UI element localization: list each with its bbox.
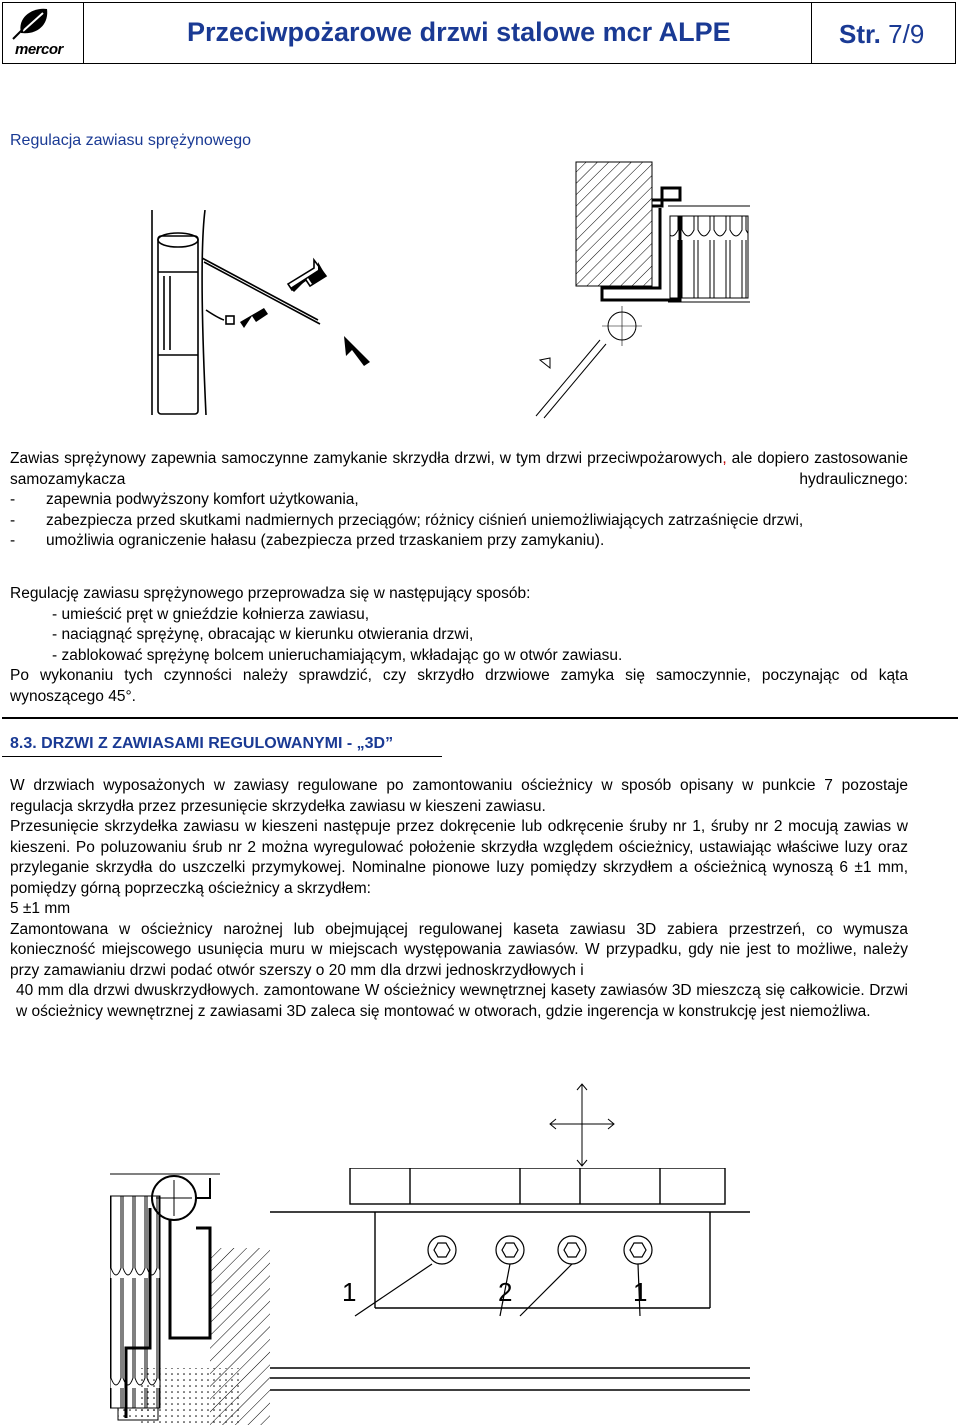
page-label: Str.: [839, 19, 881, 49]
intro-text-after: ale dopiero zastosowanie samozamykacza hydraulicznego:: [10, 450, 908, 488]
procedure-intro: Regulację zawiasu sprężynowego przeprowadza się w następujący sposób:: [10, 585, 531, 602]
screw-label-1b: 1: [633, 1277, 648, 1307]
page-number: 7/9: [888, 19, 925, 49]
paragraph: Przesunięcie skrzydełka zawiasu w kieszeni następuje przez dokręcenie lub odkręcenie śruby nr 1, śruby nr 2 mocują zawias w kieszeni. Po poluzowaniu śrub nr 2 można wyregulować położenie skrzydła względem ościeżnicy, ustawiając właściwe luzy oraz przyleganie skrzydła do uszczelki przymykowej. Nominalne pionowe luzy pomiędzy skrzydłem a ościeżnicą wynoszą 6 ±1 mm, pomiędzy górną poprzeczką ościeżnicy a skrzydłem:: [10, 818, 908, 897]
paragraph: W drzwiach wyposażonych w zawiasy regulowane po zamontowaniu ościeżnicy w sposób opisany w punkcie 7 pozostaje regulacja skrzydła przez przesunięcie skrzydełka zawiasu w kieszeni zawiasu.: [10, 777, 908, 815]
title-cell: [83, 3, 812, 63]
list-item: - zapewnia podwyższony komfort użytkowania,: [10, 491, 359, 508]
procedure-step: - umieścić pręt w gnieździe kołnierza zawiasu,: [52, 605, 370, 623]
procedure-closing: Po wykonaniu tych czynności należy sprawdzić, czy skrzydło drzwiowe zamyka się samoczynnie, poczynając od kąta wynoszącego 45°.: [10, 667, 908, 705]
logo: [3, 3, 84, 63]
page-indicator: [839, 19, 924, 50]
spring-hinge-figure: [140, 210, 390, 425]
section-divider: [2, 717, 958, 719]
paragraph: 40 mm dla drzwi dwuskrzydłowych. zamontowane W ościeżnicy wewnętrznej kasety zawiasów 3D mieszczą się całkowicie. Drzwi w ościeżnicy wewnętrznej z zawiasami 3D zaleca się montować w otworach, gdzie ingerencja w konstrukcję jest niemożliwa.: [16, 982, 908, 1020]
page-header: [2, 2, 956, 64]
section-3d-heading: 8.3. DRZWI Z ZAWIASAMI REGULOWANYMI - „3D”: [10, 735, 394, 752]
spring-benefits-list: [10, 490, 908, 552]
list-item: - zabezpiecza przed skutkami nadmiernych przeciągów; różnicy ciśnień uniemożliwiających zatrzaśnięcie drzwi,: [10, 511, 804, 529]
direction-arrows-icon: [548, 1080, 618, 1170]
hinge-3d-figure: [110, 1168, 760, 1425]
paragraph: Zamontowana w ościeżnicy narożnej lub obejmującej regulowanej kaseta zawiasu 3D zabiera przestrzeń, co wymusza konieczność miejscowego usunięcia muru w miejscach występowania zawiasów. W przypadku, gdy nie jest to możliwe, należy przy zamawianiu drzwi podać otwór szerszy o 20 mm dla drzwi jednoskrzydłowych i: [10, 920, 908, 979]
heading-underline: [2, 756, 442, 757]
logo-text: mercor: [15, 41, 63, 58]
list-item: - umożliwia ograniczenie hałasu (zabezpiecza przed trzaskaniem przy zamykaniu).: [10, 532, 605, 549]
procedure-step: - naciągnąć sprężynę, obracając w kierunku otwierania drzwi,: [52, 626, 474, 643]
page-cell: [811, 3, 955, 63]
screw-label-1: 1: [342, 1277, 357, 1307]
procedure-step: - zablokować sprężynę bolcem unieruchamiającym, wkładając go w otwór zawiasu.: [52, 646, 623, 664]
spring-hinge-heading: Regulacja zawiasu sprężynowego: [10, 132, 252, 149]
hinge-section-figure: [520, 160, 760, 425]
procedure-block: [10, 584, 908, 707]
section-3d-text: [10, 776, 908, 1022]
intro-red-comma: ,: [722, 450, 727, 467]
paragraph: 5 ±1 mm: [10, 900, 71, 917]
document-title: Przeciwpożarowe drzwi stalowe mcr ALPE: [187, 17, 731, 47]
intro-text-before: Zawias sprężynowy zapewnia samoczynne zamykanie skrzydła drzwi, w tym drzwi przeciwpożarowych: [10, 450, 723, 467]
screw-label-2: 2: [498, 1277, 513, 1307]
